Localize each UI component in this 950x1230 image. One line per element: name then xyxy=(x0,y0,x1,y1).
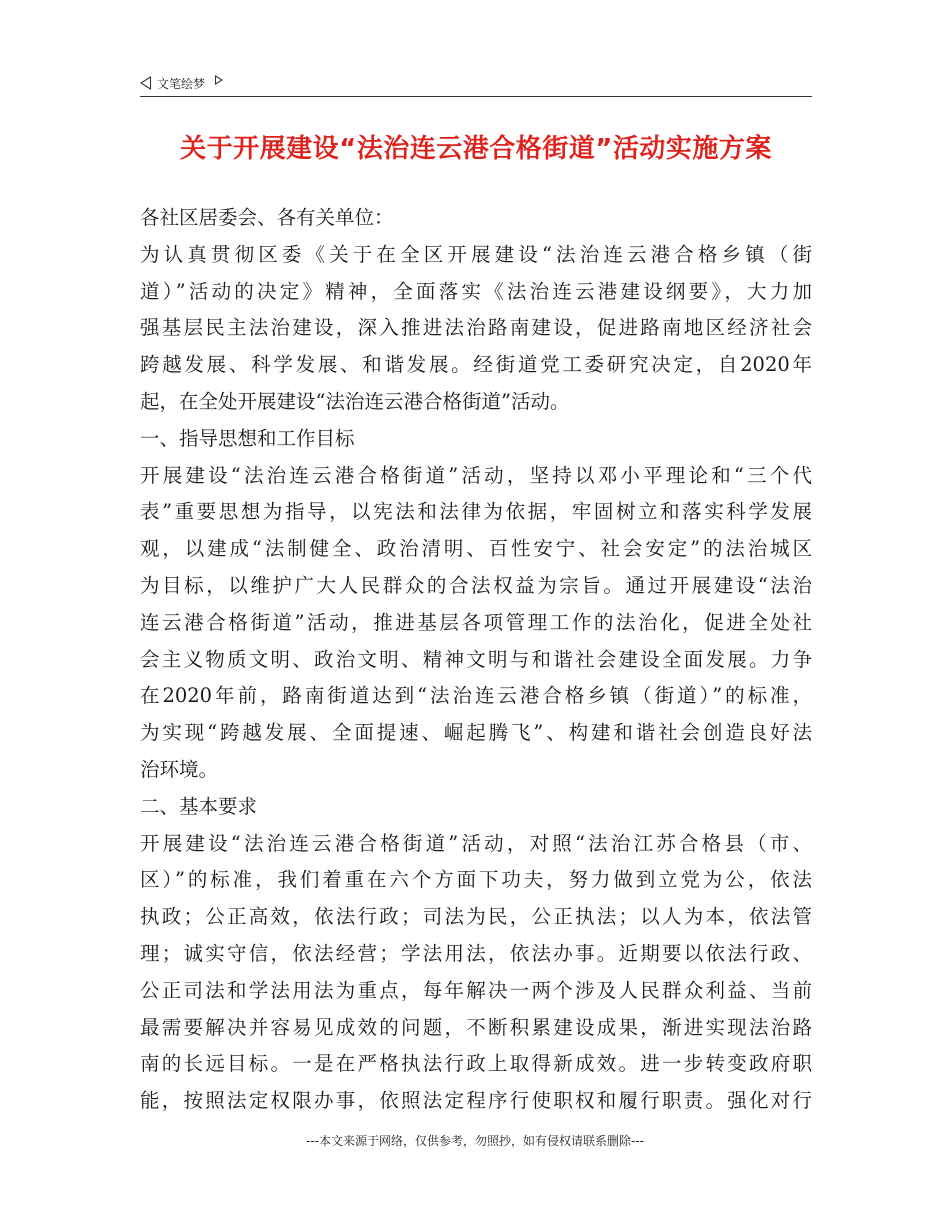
paragraph-line: 观，以建成“法制健全、政治清明、百性安宁、社会安定”的法治城区 xyxy=(140,537,812,561)
paragraph-line: 为目标，以维护广大人民群众的合法权益为宗旨。通过开展建设“法治 xyxy=(140,573,812,597)
paragraph-line: 公正司法和学法用法为重点，每年解决一两个涉及人民群众利益、当前 xyxy=(140,978,812,1002)
paragraph-line: 治环境。 xyxy=(140,757,219,781)
triangle-left-icon xyxy=(140,76,151,90)
paragraph-line: 开展建设“法治连云港合格街道”活动，对照“法治江苏合格县（市、 xyxy=(140,831,812,855)
paragraph-line: 起，在全处开展建设“法治连云港合格街道”活动。 xyxy=(140,389,570,413)
header-text: 文笔绘梦 xyxy=(157,76,206,91)
paragraph-line: 连云港合格街道”活动，推进基层各项管理工作的法治化，促进全处社 xyxy=(140,610,812,634)
paragraph-line: 为实现“跨越发展、全面提速、崛起腾飞”、构建和谐社会创造良好法 xyxy=(140,721,812,745)
paragraph-line: 最需要解决并容易见成效的问题，不断积累建设成果，渐进实现法治路 xyxy=(140,1015,812,1039)
paragraph-line: 南的长远目标。一是在严格执法行政上取得新成效。进一步转变政府职 xyxy=(140,1052,812,1076)
paragraph-line: 表”重要思想为指导，以宪法和法律为依据，牢固树立和落实科学发展 xyxy=(140,500,812,524)
paragraph-line: 强基层民主法治建设，深入推进法治路南建设，促进路南地区经济社会 xyxy=(140,316,812,340)
header-rule xyxy=(140,96,812,97)
paragraph-line: 开展建设“法治连云港合格街道”活动，坚持以邓小平理论和“三个代 xyxy=(140,463,812,487)
section-heading: 二、基本要求 xyxy=(140,794,258,818)
paragraph-line: 区）”的标准，我们着重在六个方面下功夫，努力做到立党为公，依法 xyxy=(140,868,812,892)
paragraph-line: 会主义物质文明、政治文明、精神文明与和谐社会建设全面发展。力争 xyxy=(140,647,812,671)
document-body xyxy=(140,200,812,1120)
document-title: 关于开展建设“法治连云港合格街道”活动实施方案 xyxy=(180,134,772,164)
paragraph-line: 执政；公正高效，依法行政；司法为民，公正执法；以人为本，依法管 xyxy=(140,905,812,929)
section-heading: 一、指导思想和工作目标 xyxy=(140,426,355,450)
paragraph-line: 为认真贯彻区委《关于在全区开展建设“法治连云港合格乡镇（街 xyxy=(140,242,812,266)
paragraph-line: 在2020年前，路南街道达到“法治连云港合格乡镇（街道）”的标准， xyxy=(140,684,812,708)
paragraph-line: 能，按照法定权限办事，依照法定程序行使职权和履行职责。强化对行 xyxy=(140,1089,812,1113)
salutation-line: 各社区居委会、各有关单位： xyxy=(140,206,394,229)
paragraph-line: 道）”活动的决定》精神，全面落实《法治连云港建设纲要》，大力加 xyxy=(140,279,812,303)
paragraph-line: 理；诚实守信，依法经营；学法用法，依法办事。近期要以依法行政、 xyxy=(140,941,812,965)
footer-disclaimer: ---本文来源于网络，仅供参考，勿照抄，如有侵权请联系删除--- xyxy=(306,1134,644,1148)
page-header xyxy=(140,70,812,96)
triangle-right-icon xyxy=(215,75,223,85)
paragraph-line: 跨越发展、科学发展、和谐发展。经街道党工委研究决定，自2020年 xyxy=(140,353,812,377)
